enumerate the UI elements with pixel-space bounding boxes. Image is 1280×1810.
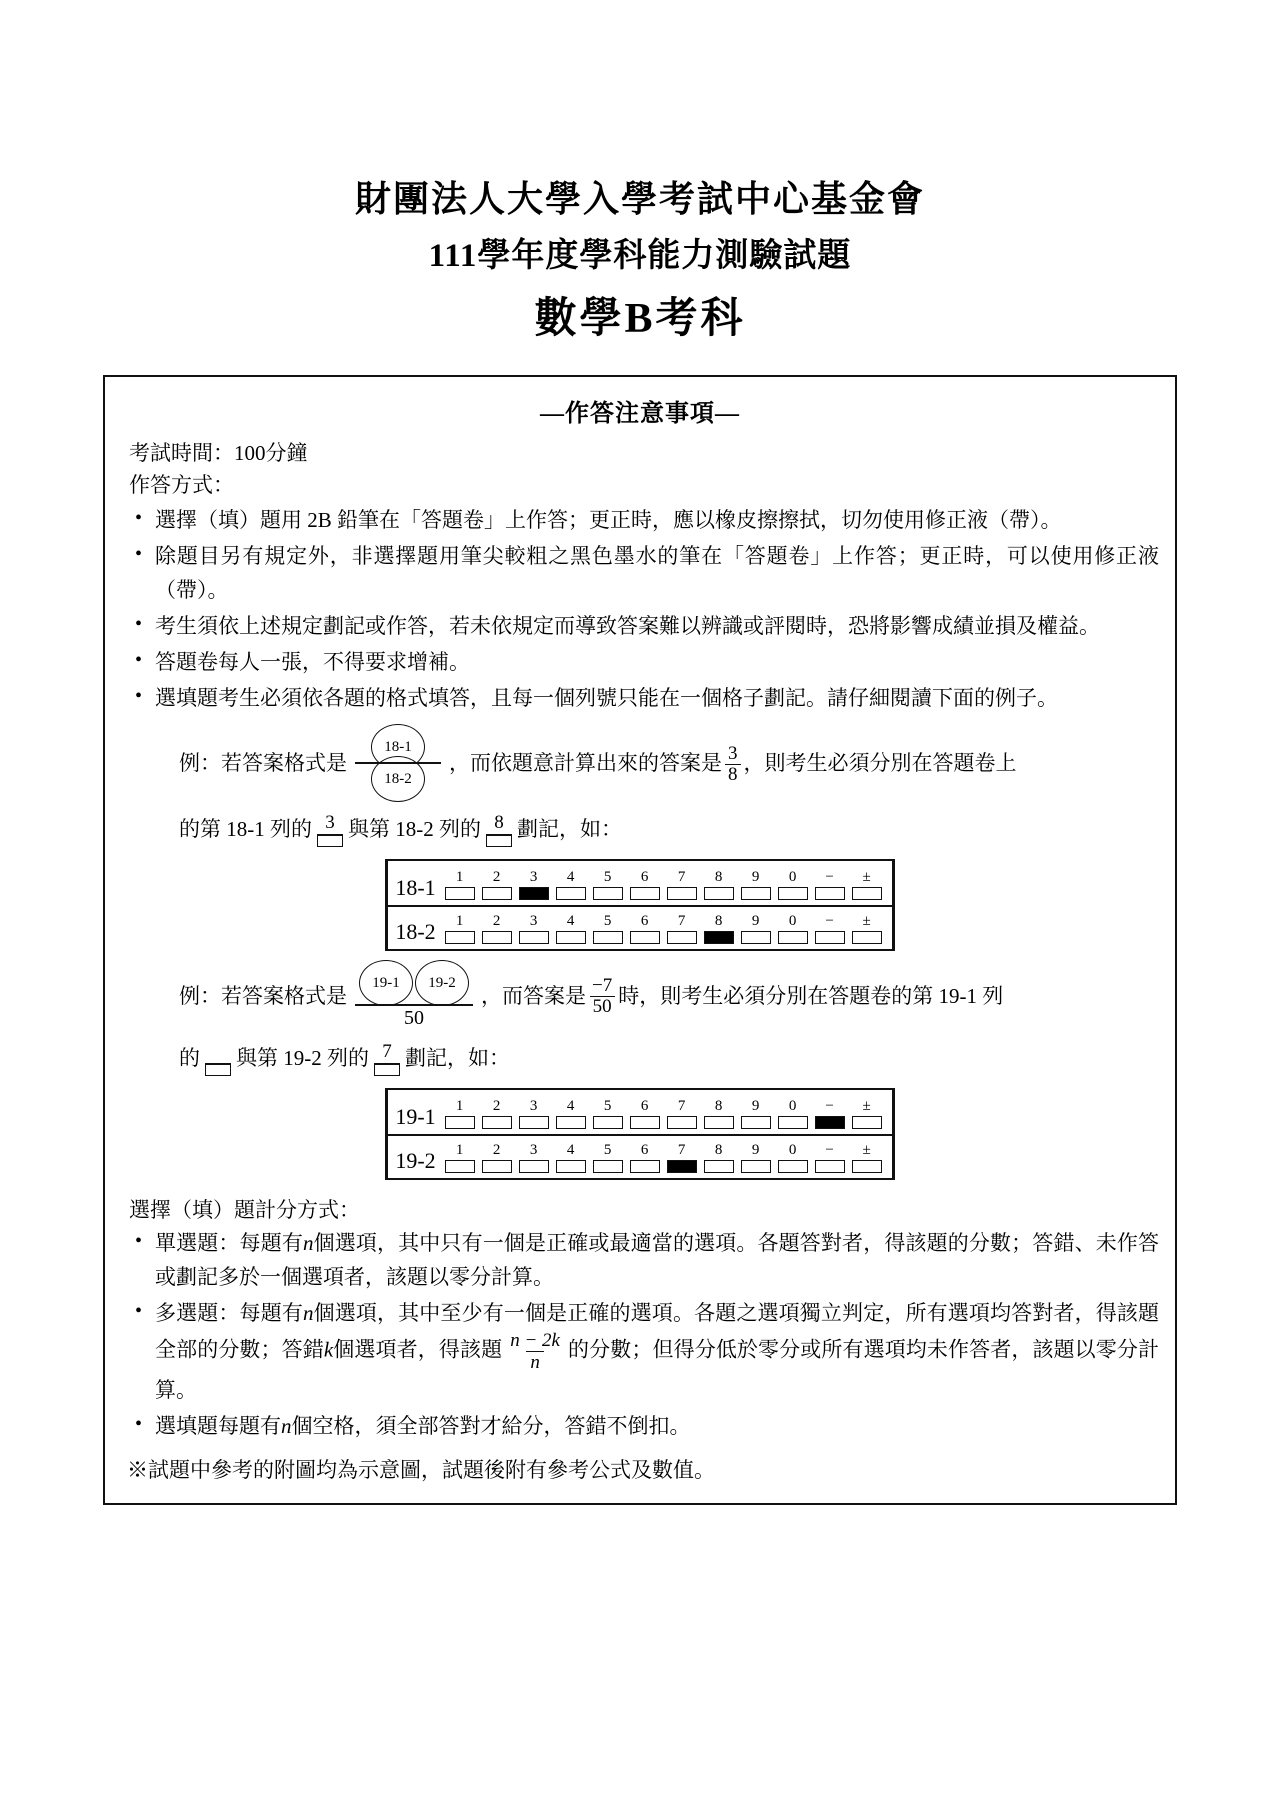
scoring-var-n: n (281, 1414, 292, 1439)
example-one-line-two (121, 813, 1159, 847)
answer-grid-cell-label: ± (862, 1097, 871, 1114)
answer-bubble[interactable] (741, 887, 771, 900)
answer-grid-cell-label: 1 (455, 912, 464, 929)
formula-denominator: n (526, 1351, 544, 1373)
answer-grid-cell[interactable] (667, 870, 697, 900)
example-two-l2a: 的 (179, 1046, 200, 1071)
answer-grid-cell-label: 2 (492, 1097, 501, 1114)
answer-bubble[interactable] (741, 931, 771, 944)
answer-bubble[interactable] (704, 1160, 734, 1173)
answer-grid-cell[interactable] (852, 1099, 882, 1129)
example-one-format (355, 724, 441, 802)
answer-bubble-marked[interactable] (704, 931, 734, 944)
answer-grid-18 (385, 859, 894, 951)
answer-grid-cell[interactable] (556, 1099, 586, 1129)
notice-bullet: • 選填題考生必須依各題的格式填答，且每一個列號只能在一個格子劃記。請仔細閱讀下面的例子。 (121, 681, 1159, 715)
answer-grid-cell-label: 9 (751, 912, 760, 929)
answer-grid-19-wrapper (121, 1088, 1159, 1180)
answer-grid-row (388, 861, 891, 905)
answer-grid-cell-label: 6 (640, 1097, 649, 1114)
blank-box (317, 834, 343, 847)
answer-method-label: 作答方式： (129, 472, 234, 497)
answer-bubble[interactable] (519, 1116, 549, 1129)
answer-grid-cell[interactable] (778, 1143, 808, 1173)
answer-bubble[interactable] (815, 887, 845, 900)
answer-grid-cell-label: 3 (529, 1141, 538, 1158)
answer-bubble[interactable] (667, 1116, 697, 1129)
scoring-text-pre: 選填題每題有 (155, 1414, 281, 1439)
example-one-lead: 例：若答案格式是 (179, 751, 347, 776)
answer-grid-cell-label: ± (862, 912, 871, 929)
answer-grid-cell-label: 8 (714, 912, 723, 929)
answer-grid-cell[interactable] (519, 1143, 549, 1173)
answer-grid-cell-label: 5 (603, 912, 612, 929)
answer-grid-cell-label: 8 (714, 1097, 723, 1114)
answer-grid-cell[interactable] (482, 914, 512, 944)
example-two-line-two (121, 1042, 1159, 1076)
answer-bubble-marked[interactable] (519, 887, 549, 900)
answer-bubble[interactable] (556, 1160, 586, 1173)
answer-grid-cell[interactable] (778, 1099, 808, 1129)
answer-grid-cell[interactable] (482, 1099, 512, 1129)
answer-grid-19 (385, 1088, 894, 1180)
answer-grid-cell[interactable] (815, 1143, 845, 1173)
notice-bullet: • 考生須依上述規定劃記或作答，若未依規定而導致答案難以辨識或評閱時，恐將影響成績並損及權益。 (121, 609, 1159, 643)
scoring-text-mid3: 的分數；但得分低於零分或所有選項均未作答者，該題以零分計算。 (155, 1337, 1160, 1403)
answer-bubble-marked[interactable] (815, 1116, 845, 1129)
answer-bubble[interactable] (593, 931, 623, 944)
answer-grid-cell[interactable] (667, 914, 697, 944)
answer-grid-cell-label: 7 (677, 1097, 686, 1114)
notice-bullet: • 答題卷每人一張，不得要求增補。 (121, 645, 1159, 679)
answer-grid-cell-label: 7 (677, 868, 686, 885)
blank-box (205, 1063, 231, 1076)
blank-fraction-numerator: 8 (494, 812, 504, 834)
answer-grid-cell-label: − (825, 1141, 834, 1158)
answer-bubble[interactable] (519, 1160, 549, 1173)
answer-grid-cell-label: 2 (492, 1141, 501, 1158)
answer-grid-cell[interactable] (593, 914, 623, 944)
answer-grid-cell-label: ± (862, 1141, 871, 1158)
answer-grid-cell[interactable] (667, 1143, 697, 1173)
answer-grid-cell[interactable] (741, 1099, 771, 1129)
answer-grid-cell-label: 4 (566, 1141, 575, 1158)
answer-bubble[interactable] (704, 1116, 734, 1129)
answer-grid-cell[interactable] (630, 914, 660, 944)
answer-grid-cell[interactable] (445, 1099, 475, 1129)
answer-grid-cell[interactable] (630, 870, 660, 900)
blank-box (486, 834, 512, 847)
fraction-numerator: −7 (592, 975, 613, 997)
answer-grid-cell-label: 2 (492, 912, 501, 929)
answer-grid-cell-label: 0 (788, 912, 797, 929)
fraction-bar (355, 762, 441, 764)
scoring-text-mid: 個空格，須全部答對才給分，答錯不倒扣。 (291, 1414, 691, 1439)
answer-grid-cell-label: 8 (714, 868, 723, 885)
answer-bubble-marked[interactable] (667, 1160, 697, 1173)
example-two-l2c: 劃記，如： (405, 1046, 510, 1071)
notice-bullet: • 除題目另有規定外，非選擇題用筆尖較粗之黑色墨水的筆在「答題卷」上作答；更正時，可以使用修正液（帶）。 (121, 539, 1159, 607)
answer-grid-cell-label: 6 (640, 912, 649, 929)
answer-bubble[interactable] (778, 1160, 808, 1173)
answer-grid-cell-label: 4 (566, 912, 575, 929)
answer-grid-cell[interactable] (815, 870, 845, 900)
blank-fraction-numerator: 7 (382, 1040, 392, 1062)
answer-grid-cell-label: 1 (455, 1097, 464, 1114)
notice-heading: —作答注意事項— (540, 401, 740, 427)
answer-grid-cell[interactable] (445, 870, 475, 900)
answer-grid-row (388, 905, 891, 949)
answer-bubble[interactable] (445, 931, 475, 944)
answer-grid-row-label: 19-1 (395, 1103, 436, 1129)
answer-grid-cell-label: 6 (640, 868, 649, 885)
answer-grid-cell-label: − (825, 912, 834, 929)
answer-bubble[interactable] (630, 887, 660, 900)
answer-grid-cell[interactable] (593, 1143, 623, 1173)
scoring-bullet-single-choice (121, 1226, 1159, 1294)
answer-grid-cell-label: 9 (751, 868, 760, 885)
answer-bubble[interactable] (519, 931, 549, 944)
answer-grid-cell[interactable] (704, 914, 734, 944)
example-two-l2b: 與第 19-2 列的 (236, 1046, 369, 1071)
scoring-heading: 選擇（填）題計分方式： (129, 1197, 360, 1222)
answer-grid-cell-label: 2 (492, 868, 501, 885)
answer-grid-cell-label: 0 (788, 1141, 797, 1158)
answer-grid-row (388, 1090, 891, 1134)
page-header (0, 0, 1280, 346)
scoring-var-n: n (302, 1230, 314, 1255)
scoring-bullet-fill-in (121, 1409, 1159, 1443)
notice-bullet: • 選擇（填）題用 2B 鉛筆在「答題卷」上作答；更正時，應以橡皮擦擦拭，切勿使用修正液（帶）。 (121, 503, 1159, 537)
answer-grid-cell-label: − (825, 1097, 834, 1114)
answer-grid-cell-label: 5 (603, 1097, 612, 1114)
answer-bubble[interactable] (852, 931, 882, 944)
answer-grid-cell-label: 0 (788, 1097, 797, 1114)
answer-bubble[interactable] (852, 1116, 882, 1129)
blank-fraction-numerator (214, 1042, 223, 1063)
answer-grid-cell-label: 5 (603, 868, 612, 885)
answer-bubble[interactable] (593, 887, 623, 900)
exam-time: 考試時間：100分鐘 (129, 441, 308, 465)
example-two-format (355, 960, 473, 1031)
answer-bubble[interactable] (778, 887, 808, 900)
answer-grid-cell-label: 3 (529, 1097, 538, 1114)
answer-grid-cell-label: 7 (677, 1141, 686, 1158)
answer-grid-18-wrapper (121, 859, 1159, 951)
example-one-l2b: 與第 18-2 列的 (348, 817, 481, 842)
scoring-bullet-list (121, 1226, 1159, 1444)
answer-grid-cell-label: 9 (751, 1141, 760, 1158)
scoring-text-mid2: 個選項者，得該題 (333, 1337, 503, 1362)
answer-row-oval-18-1: 18-1 (371, 724, 425, 770)
answer-grid-cell-label: 5 (603, 1141, 612, 1158)
answer-row-oval-19-2: 19-2 (415, 960, 469, 1006)
scoring-text-mid: 個選項，其中只有一個是正確或最適當的選項。各題答對者，得該題的分數；答錯、未作答或劃記多於一個選項者，該題以零分計算。 (155, 1230, 1159, 1289)
example-two-blank-fraction-1 (205, 1042, 231, 1076)
answer-grid-cell[interactable] (593, 870, 623, 900)
answer-grid-cell[interactable] (704, 1143, 734, 1173)
answer-bubble[interactable] (741, 1160, 771, 1173)
example-one-l2c: 劃記，如： (517, 817, 622, 842)
answer-grid-cell[interactable] (852, 914, 882, 944)
answer-grid-cell[interactable] (519, 1099, 549, 1129)
answer-grid-cell[interactable] (482, 870, 512, 900)
answer-bubble[interactable] (556, 1116, 586, 1129)
answer-bubble[interactable] (482, 887, 512, 900)
answer-grid-row-label: 19-2 (395, 1147, 436, 1173)
example-two-line-one (121, 961, 1159, 1032)
answer-grid-cell[interactable] (519, 914, 549, 944)
answer-bubble[interactable] (704, 887, 734, 900)
answer-bubble[interactable] (667, 887, 697, 900)
answer-grid-cell[interactable] (667, 1099, 697, 1129)
answer-bubble[interactable] (667, 931, 697, 944)
answer-grid-cell[interactable] (741, 914, 771, 944)
scoring-bullet-multiple-choice (121, 1296, 1159, 1408)
answer-grid-cell[interactable] (556, 870, 586, 900)
answer-grid-cell[interactable] (482, 1143, 512, 1173)
answer-bubble[interactable] (482, 1116, 512, 1129)
answer-bubble[interactable] (630, 1116, 660, 1129)
answer-grid-cell-label: 3 (529, 868, 538, 885)
fraction-numerator: 3 (728, 742, 738, 764)
example-two-oval-pair (359, 960, 469, 1006)
answer-grid-cell[interactable] (630, 1099, 660, 1129)
formula-numerator: n − 2k (510, 1329, 560, 1351)
answer-grid-cell[interactable] (519, 870, 549, 900)
notice-box (103, 375, 1177, 1505)
example-two-blank-fraction-2 (374, 1042, 400, 1076)
answer-bubble[interactable] (556, 931, 586, 944)
blank-box (374, 1063, 400, 1076)
answer-grid-cell-label: 9 (751, 1097, 760, 1114)
scoring-text-pre: 多選題：每題有 (155, 1300, 303, 1325)
answer-bubble[interactable] (445, 1160, 475, 1173)
example-two-middle: ，而答案是 (481, 983, 586, 1008)
answer-bubble[interactable] (630, 1160, 660, 1173)
answer-bubble[interactable] (482, 1160, 512, 1173)
answer-grid-cell-label: 1 (455, 868, 464, 885)
answer-bubble[interactable] (445, 887, 475, 900)
answer-grid-cell[interactable] (704, 870, 734, 900)
answer-row-oval-19-1: 19-1 (359, 960, 413, 1006)
answer-grid-cell-label: 0 (788, 868, 797, 885)
answer-grid-row-label: 18-1 (395, 874, 436, 900)
answer-grid-cell[interactable] (778, 870, 808, 900)
answer-grid-cell-label: 4 (566, 1097, 575, 1114)
fraction-denominator: 8 (725, 764, 741, 785)
example-one-l2a: 的第 18-1 列的 (179, 817, 312, 842)
answer-bubble[interactable] (741, 1116, 771, 1129)
answer-bubble[interactable] (852, 1160, 882, 1173)
answer-grid-cell[interactable] (815, 1099, 845, 1129)
answer-grid-cell[interactable] (556, 1143, 586, 1173)
subject-title: 數學B考科 (534, 295, 746, 342)
example-one-blank-fraction-1 (317, 813, 343, 847)
answer-grid-cell[interactable] (704, 1099, 734, 1129)
scoring-var-k: k (323, 1337, 334, 1362)
scoring-text-pre: 單選題：每題有 (155, 1230, 303, 1255)
answer-bubble[interactable] (852, 887, 882, 900)
notice-bullet-list (121, 503, 1159, 715)
answer-grid-row (388, 1134, 891, 1178)
answer-grid-cell[interactable] (852, 870, 882, 900)
answer-grid-cell-label: ± (862, 868, 871, 885)
answer-bubble[interactable] (815, 931, 845, 944)
example-one-tail: ，則考生必須分別在答題卷上 (743, 751, 1017, 776)
example-one-middle: ，而依題意計算出來的答案是 (449, 751, 722, 776)
example-two-answer-fraction (589, 976, 615, 1017)
example-one-line-one (121, 725, 1159, 803)
example-one-answer-fraction (725, 744, 741, 785)
answer-grid-cell-label: 8 (714, 1141, 723, 1158)
answer-grid-row-label: 18-2 (395, 918, 436, 944)
answer-bubble[interactable] (482, 931, 512, 944)
answer-grid-cell[interactable] (556, 914, 586, 944)
answer-bubble[interactable] (778, 1116, 808, 1129)
scoring-text-mid: 個選項，其中至少有一個是正確的選項。各題之選項獨立判定，所有選項均答對者，得該題全部的分數；答錯 (155, 1300, 1159, 1362)
answer-grid-cell[interactable] (815, 914, 845, 944)
answer-bubble[interactable] (556, 887, 586, 900)
fraction-denominator: 50 (590, 996, 615, 1017)
example-two-format-denominator: 50 (404, 1006, 424, 1029)
answer-grid-cell[interactable] (593, 1099, 623, 1129)
answer-grid-cell-label: 6 (640, 1141, 649, 1158)
answer-grid-cell-label: 1 (455, 1141, 464, 1158)
answer-grid-cell-label: 4 (566, 868, 575, 885)
answer-bubble[interactable] (593, 1116, 623, 1129)
footnote: ※試題中參考的附圖均為示意圖，試題後附有參考公式及數值。 (127, 1458, 715, 1483)
answer-grid-cell-label: 7 (677, 912, 686, 929)
example-one-blank-fraction-2 (486, 813, 512, 847)
answer-grid-cell[interactable] (852, 1143, 882, 1173)
answer-bubble[interactable] (445, 1116, 475, 1129)
organization-title: 財團法人大學入學考試中心基金會 (354, 179, 925, 219)
answer-bubble[interactable] (630, 931, 660, 944)
answer-grid-cell[interactable] (445, 914, 475, 944)
answer-bubble[interactable] (778, 931, 808, 944)
example-two-tail: 時，則考生必須分別在答題卷的第 19-1 列 (618, 983, 1004, 1008)
example-two-lead: 例：若答案格式是 (179, 983, 347, 1008)
blank-fraction-numerator: 3 (325, 812, 335, 834)
answer-grid-cell[interactable] (741, 870, 771, 900)
scoring-formula-fraction (506, 1330, 564, 1374)
exam-title: 111學年度學科能力測驗試題 (428, 237, 852, 274)
answer-bubble[interactable] (593, 1160, 623, 1173)
answer-grid-cell[interactable] (741, 1143, 771, 1173)
answer-bubble[interactable] (815, 1160, 845, 1173)
answer-grid-cell[interactable] (630, 1143, 660, 1173)
answer-row-oval-18-2: 18-2 (371, 756, 425, 802)
answer-grid-cell[interactable] (778, 914, 808, 944)
answer-grid-cell[interactable] (445, 1143, 475, 1173)
answer-grid-cell-label: 3 (529, 912, 538, 929)
scoring-var-n: n (302, 1300, 314, 1325)
answer-grid-cell-label: − (825, 868, 834, 885)
